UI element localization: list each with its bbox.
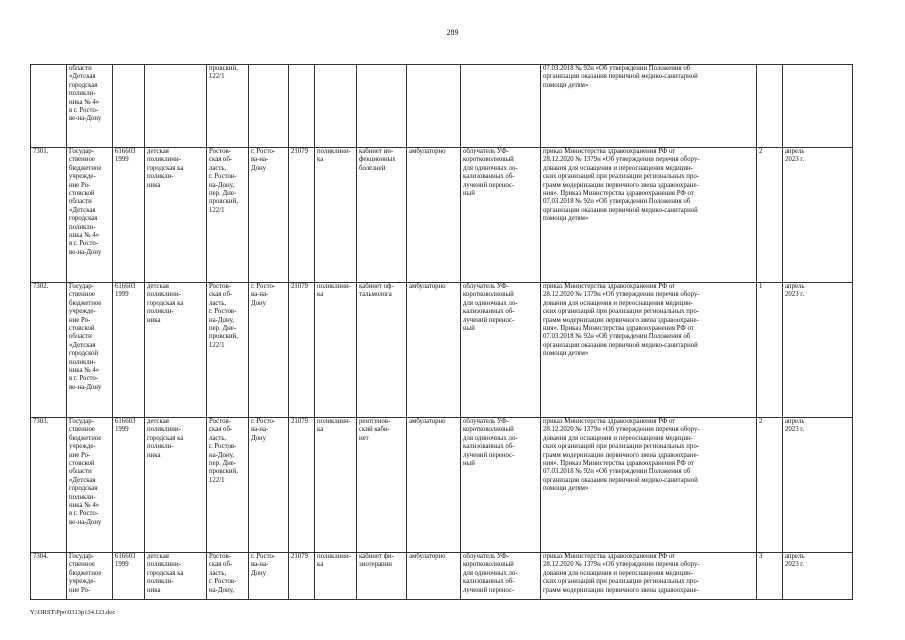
cell-num: 7302. <box>31 283 67 418</box>
cell-equipment <box>461 65 541 148</box>
cell-doc: приказ Министерства здравоохранения РФ от 28.12.2020 № 1379н «Об утверждении перечня обору- дования для оснащения и переоснащения медицин- ских организаций при реализации региональных про- грамм модернизации первичного звена здравоохране- <box>541 553 757 600</box>
cell-code: 616603 1999 <box>113 553 145 600</box>
cell-qty: 2 <box>757 148 783 283</box>
cell-org: Государ- ственное бюджетное учрежде- ние Ро- стовской области «Детская городская поликли- ника № 4» в г. Росто- ве-на-Дону <box>67 148 113 283</box>
cell-address: Ростов- ская об- ласть, г. Ростов- на-Дону, пер. Дне- провский, 122/1 <box>207 283 249 418</box>
cell-type: детская поликлини- городская ка поликли- ника <box>145 553 207 600</box>
cell-postal: 21079 <box>289 418 315 553</box>
cell-date: апрель 2023 г. <box>783 553 853 600</box>
cell-address: провский, 122/1 <box>207 65 249 148</box>
equipment-table <box>30 64 853 600</box>
cell-profile: поликлини- ка <box>315 553 357 600</box>
cell-org: Государ- ственное бюджетное учрежде- ние Ро- стовской области «Детская городской поликли- ника № 4» в г. Росто- ве-на-Дону <box>67 283 113 418</box>
cell-profile <box>315 65 357 148</box>
table-row <box>31 553 853 600</box>
cell-form: амбулаторно <box>407 283 461 418</box>
cell-qty: 1 <box>757 283 783 418</box>
page-number: 289 <box>446 28 459 37</box>
cell-profile: поликлини- ка <box>315 418 357 553</box>
cell-form: амбулаторно <box>407 553 461 600</box>
cell-type: детская поликлини- городская ка поликли- ника <box>145 148 207 283</box>
cell-room: кабинет фи- зиотерапии <box>357 553 407 600</box>
cell-num: 7303. <box>31 418 67 553</box>
cell-num: 7304. <box>31 553 67 600</box>
table-row <box>31 65 853 148</box>
cell-postal: 21079 <box>289 283 315 418</box>
cell-room <box>357 65 407 148</box>
cell-code: 616603 1999 <box>113 418 145 553</box>
cell-doc: приказ Министерства здравоохранения РФ от 28.12.2020 № 1379н «Об утверждении перечня обору- дования для оснащения и переоснащения медицин- ских организаций при реализации региональных про- грамм модернизации первичного звена здравоохране- ния». Приказ Министерства здравоохранения РФ от 07.03.2018 № 92н «Об утверждении Положения об организации оказания первичной медико-санитарной помощи детям» <box>541 283 757 418</box>
cell-address: Ростов- ская об- ласть, г. Ростов- на-Дону, пер. Дне- провский, 122/1 <box>207 148 249 283</box>
cell-room: рентгенов- ский каби- нет <box>357 418 407 553</box>
cell-date: апрель 2023 г. <box>783 283 853 418</box>
cell-code: 616603 1999 <box>113 283 145 418</box>
cell-equipment: облучатель УФ- коротковолновый для одиночных ло- кализованных об- лучений перенос- ный <box>461 283 541 418</box>
cell-equipment: облучатель УФ- коротковолновый для одиночных ло- кализованных об- лучений перенос- ный <box>461 148 541 283</box>
cell-city: г. Росто- ва-на- Дону <box>249 283 289 418</box>
cell-profile: поликлини- ка <box>315 283 357 418</box>
cell-profile: поликлини- ка <box>315 148 357 283</box>
cell-city: г. Росто- ва-на- Дону <box>249 148 289 283</box>
cell-qty: 3 <box>757 553 783 600</box>
cell-city: г. Росто- ва-на- Дону <box>249 553 289 600</box>
table-row <box>31 283 853 418</box>
cell-qty <box>757 65 783 148</box>
cell-room: кабинет оф- тальмолога <box>357 283 407 418</box>
cell-code <box>113 65 145 148</box>
cell-doc: приказ Министерства здравоохранения РФ от 28.12.2020 № 1379н «Об утверждении перечня обору- дования для оснащения и переоснащения медицин- ских организаций при реализации региональных про- грамм модернизации первичного звена здравоохране- ния». Приказ Министерства здравоохранения РФ от 07.03.2018 № 92н «Об утверждении Положения об организации оказания первичной медико-санитарной помощи детям» <box>541 418 757 553</box>
cell-type: детская поликлини- городская ка поликли- ника <box>145 283 207 418</box>
cell-code: 616603 1999 <box>113 148 145 283</box>
cell-doc: приказ Министерства здравоохранения РФ от 28.12.2020 № 1379н «Об утверждении перечня обору- дования для оснащения и переоснащения медицин- ских организаций при реализации региональных про- грамм модернизации первичного звена здравоохране- ния». Приказ Министерства здравоохранения РФ от 07.03.2018 № 92н «Об утверждении Положения об организации оказания первичной медико-санитарной помощи детям» <box>541 148 757 283</box>
cell-room: кабинет ин- фекционных болезней <box>357 148 407 283</box>
table-row <box>31 418 853 553</box>
cell-date: апрель 2023 г. <box>783 148 853 283</box>
cell-postal: 21079 <box>289 148 315 283</box>
cell-doc: 07.03.2018 № 92н «Об утверждении Положения об организации оказания первичной медико-санитарной помощи детям» <box>541 65 757 148</box>
cell-num: 7301. <box>31 148 67 283</box>
cell-date <box>783 65 853 148</box>
cell-type: детская поликлини- городская ка поликли- ника <box>145 418 207 553</box>
cell-city: г. Росто- ва-на- Дону <box>249 418 289 553</box>
cell-equipment: облучатель УФ- коротковолновый для одиночных ло- кализованных об- лучений перенос- ный <box>461 418 541 553</box>
cell-type <box>145 65 207 148</box>
cell-date: апрель 2023 г. <box>783 418 853 553</box>
cell-qty: 2 <box>757 418 783 553</box>
cell-form: амбулаторно <box>407 148 461 283</box>
footer-file-path: Y:\ORST\Ppo\0313p134.f23.doc <box>30 609 116 616</box>
table-row <box>31 148 853 283</box>
cell-postal <box>289 65 315 148</box>
cell-postal: 21079 <box>289 553 315 600</box>
cell-num <box>31 65 67 148</box>
cell-form: амбулаторно <box>407 418 461 553</box>
cell-city <box>249 65 289 148</box>
cell-address: Ростов- ская об- ласть, г. Ростов- на-Дону, <box>207 553 249 600</box>
cell-org: области «Детская городская поликли- ника № 4» в г. Росто- ве-на-Дону <box>67 65 113 148</box>
cell-equipment: облучатель УФ- коротковолновый для одиночных ло- кализованных об- лучений перенос- <box>461 553 541 600</box>
cell-org: Государ- ственное бюджетное учрежде- ние Ро- стовской области «Детская городская поликли- ника № 4» в г. Росто- ве-на-Дону <box>67 418 113 553</box>
cell-address: Ростов- ская об- ласть, г. Ростов- на-Дону, пер. Дне- провский, 122/1 <box>207 418 249 553</box>
cell-org: Государ- ственное бюджетное учрежде- ние Ро- <box>67 553 113 600</box>
cell-form <box>407 65 461 148</box>
